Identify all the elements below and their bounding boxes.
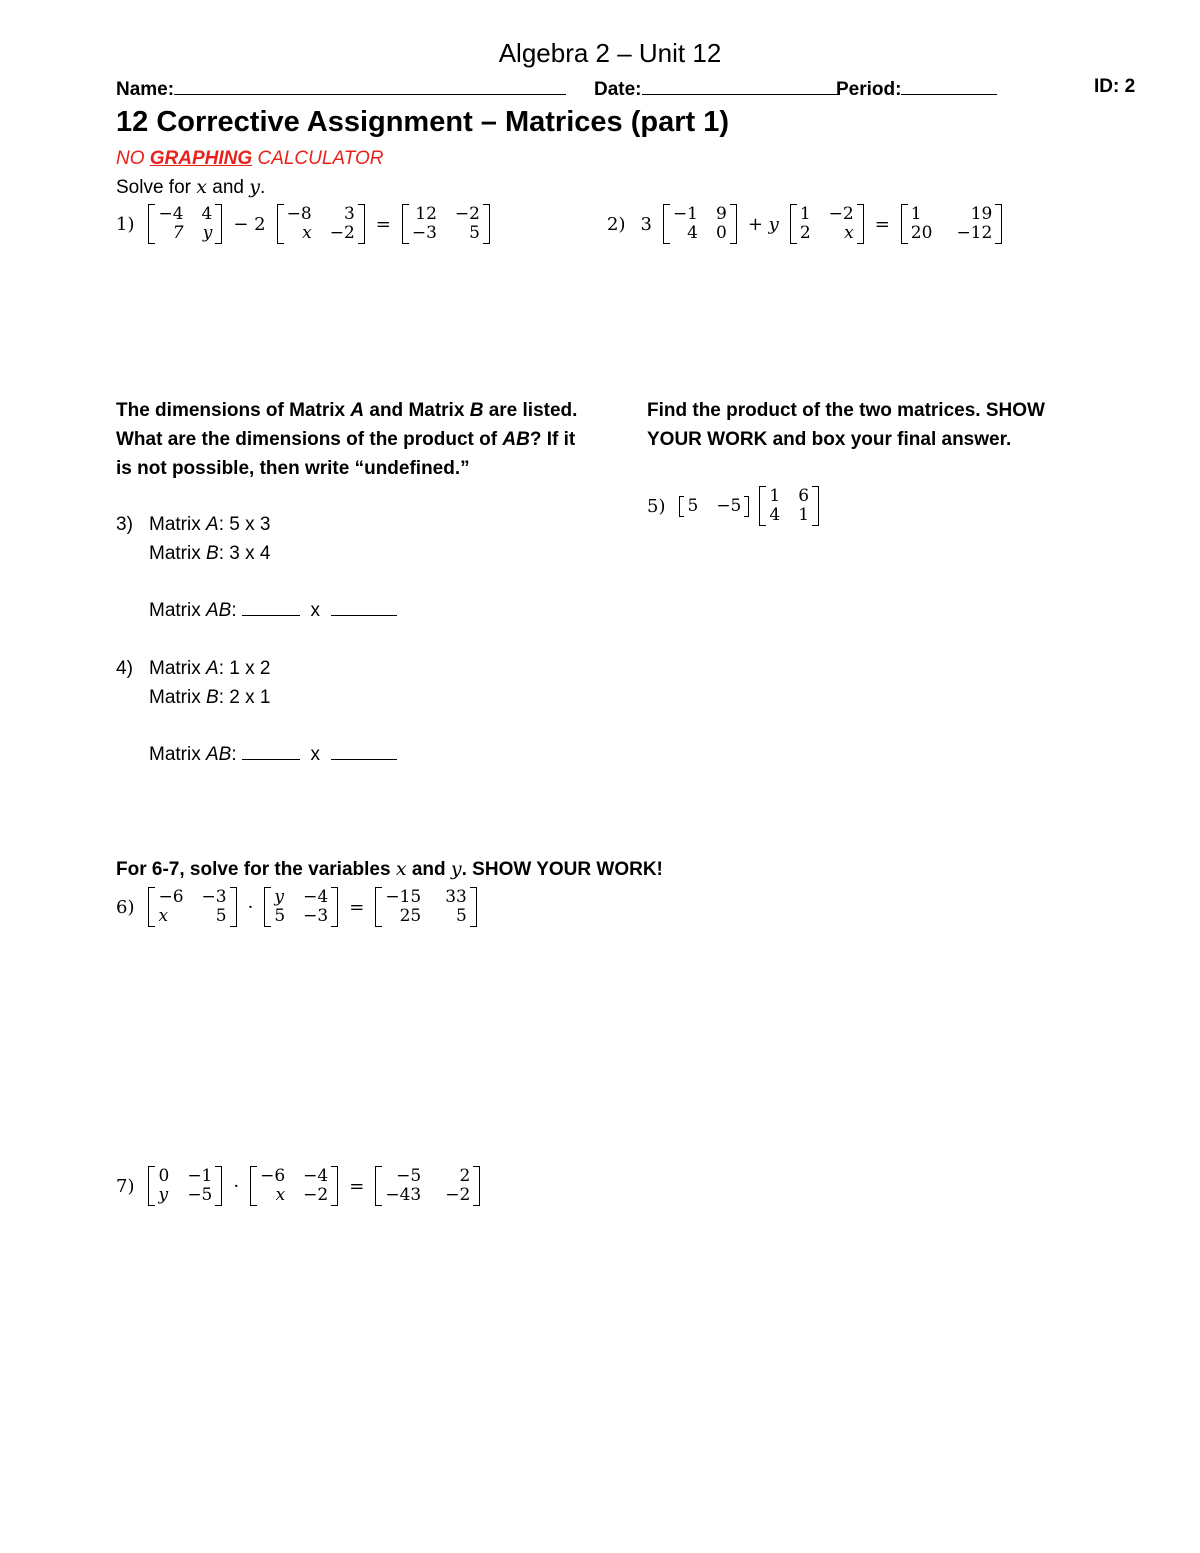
matrix-cell: 1 bbox=[798, 505, 810, 525]
product-instructions bbox=[647, 396, 1107, 454]
matrix bbox=[148, 1166, 222, 1206]
matrix-cell: 2 bbox=[799, 223, 811, 243]
matrix-cell: −15 bbox=[385, 887, 422, 907]
solve-pre: Solve for bbox=[116, 177, 197, 198]
matrix-cell: −2 bbox=[445, 1185, 471, 1205]
matrix-ab-answer bbox=[149, 740, 397, 769]
matrix bbox=[663, 204, 737, 244]
matrix bbox=[148, 204, 222, 244]
matrix-b-dims bbox=[149, 683, 270, 712]
matrix-cell: y bbox=[202, 223, 213, 243]
matrix-cell: 12 bbox=[415, 204, 437, 224]
matrix-cell: x bbox=[158, 906, 169, 926]
matrix-cell: y bbox=[274, 887, 284, 907]
course-title: Algebra 2 – Unit 12 bbox=[498, 38, 722, 68]
coefficient: 3 bbox=[640, 213, 652, 235]
colon: : bbox=[231, 744, 237, 765]
label: Matrix bbox=[149, 658, 206, 679]
label: Matrix bbox=[149, 687, 206, 708]
section-6-7-instructions bbox=[116, 855, 663, 884]
equals: = bbox=[349, 1175, 365, 1197]
matrix bbox=[375, 887, 477, 927]
name-label: Name: bbox=[116, 79, 175, 100]
problem-1 bbox=[116, 204, 492, 244]
matrix-cell: −12 bbox=[956, 223, 993, 243]
matrix-cell: −2 bbox=[329, 223, 355, 243]
matrix-cell: −6 bbox=[260, 1166, 286, 1186]
matrix bbox=[148, 887, 236, 927]
text: . SHOW YOUR WORK! bbox=[461, 859, 663, 880]
value: : 3 x 4 bbox=[218, 543, 271, 564]
matrix-cell: −1 bbox=[672, 204, 698, 224]
matrix bbox=[402, 204, 490, 244]
product-line-1: Find the product of the two matrices. SHOW bbox=[647, 400, 1045, 421]
matrix-cell: 25 bbox=[399, 906, 422, 926]
matrix-cell: 5 bbox=[469, 223, 480, 243]
dims-text: and Matrix bbox=[364, 400, 470, 421]
var: A bbox=[206, 658, 219, 679]
matrix-cell: 5 bbox=[215, 906, 227, 926]
matrix-cell: 4 bbox=[769, 505, 781, 525]
matrix-cell: 9 bbox=[716, 204, 727, 224]
var: B bbox=[206, 543, 219, 564]
var: AB bbox=[206, 600, 232, 621]
matrix-cell: −43 bbox=[385, 1185, 422, 1205]
matrix bbox=[901, 204, 1003, 244]
matrix-cell: 4 bbox=[687, 223, 698, 243]
equals: = bbox=[874, 213, 890, 235]
problem-5 bbox=[647, 486, 821, 526]
name-blank[interactable] bbox=[174, 76, 566, 95]
operator: − 2 bbox=[233, 213, 266, 235]
matrix-cell: −2 bbox=[303, 1185, 329, 1205]
matrix-cell: −4 bbox=[303, 1166, 329, 1186]
matrix-ab-answer bbox=[149, 596, 397, 625]
rows-blank[interactable] bbox=[242, 599, 300, 616]
var: B bbox=[206, 687, 219, 708]
matrix-a-dims bbox=[149, 654, 270, 683]
times: x bbox=[310, 600, 320, 621]
assignment-title: 12 Corrective Assignment – Matrices (part 1) bbox=[116, 106, 729, 138]
problem-5-number: 5) bbox=[647, 495, 666, 517]
dimensions-instructions bbox=[116, 396, 636, 483]
var-x: x bbox=[395, 858, 407, 880]
matrix-cell: −6 bbox=[158, 887, 184, 907]
matrix-cell: 4 bbox=[201, 204, 213, 224]
dims-text: What are the dimensions of the product of bbox=[116, 429, 503, 450]
matrix-cell: 20 bbox=[910, 223, 933, 243]
matrix bbox=[790, 204, 864, 244]
matrix-cell: −3 bbox=[411, 223, 437, 243]
problem-4-number: 4) bbox=[116, 658, 133, 679]
dims-line-3: is not possible, then write “undefined.” bbox=[116, 458, 470, 479]
name-field[interactable] bbox=[116, 76, 566, 101]
problem-2-number: 2) bbox=[607, 213, 626, 235]
label: Matrix bbox=[149, 744, 206, 765]
matrix-cell: −2 bbox=[454, 204, 480, 224]
value: : 1 x 2 bbox=[218, 658, 271, 679]
dims-var-a: A bbox=[350, 400, 365, 421]
equals: = bbox=[349, 896, 365, 918]
label: Matrix bbox=[149, 543, 206, 564]
matrix-cell: y bbox=[158, 1185, 169, 1205]
matrix-cell: 5 bbox=[456, 906, 467, 926]
problem-6 bbox=[116, 887, 479, 927]
dot-operator: · bbox=[247, 896, 254, 918]
dims-line-2 bbox=[116, 425, 636, 454]
warning-suffix: CALCULATOR bbox=[252, 148, 384, 169]
value: : 5 x 3 bbox=[218, 514, 271, 535]
matrix-cell: −4 bbox=[303, 887, 329, 907]
warning-prefix: NO bbox=[116, 148, 150, 169]
matrix-cell: 3 bbox=[343, 204, 355, 224]
matrix-b-dims bbox=[149, 539, 270, 568]
matrix-cell: 6 bbox=[798, 486, 810, 506]
matrix-cell: −5 bbox=[187, 1185, 213, 1205]
matrix-cell: 1 bbox=[799, 204, 811, 224]
matrix-cell: 7 bbox=[172, 223, 184, 243]
dims-var-ab: AB bbox=[502, 429, 530, 450]
matrix-cell: −5 bbox=[716, 495, 742, 516]
period-field[interactable] bbox=[836, 76, 997, 101]
period-label: Period: bbox=[836, 79, 902, 100]
equals: = bbox=[375, 213, 391, 235]
solve-end: . bbox=[259, 177, 266, 198]
matrix bbox=[277, 204, 365, 244]
calculator-warning bbox=[116, 148, 383, 170]
problem-7 bbox=[116, 1166, 482, 1206]
dims-var-b: B bbox=[469, 400, 484, 421]
cols-blank[interactable] bbox=[331, 599, 397, 616]
row-matrix bbox=[679, 496, 749, 517]
matrix bbox=[264, 887, 338, 927]
date-field[interactable] bbox=[594, 76, 840, 101]
matrix-cell: x bbox=[275, 1185, 286, 1205]
period-blank[interactable] bbox=[901, 76, 997, 95]
matrix bbox=[759, 486, 819, 526]
solve-mid: and bbox=[206, 177, 250, 198]
matrix-cell: 19 bbox=[970, 204, 993, 224]
problem-2 bbox=[607, 204, 1004, 244]
matrix-cell: −3 bbox=[201, 887, 227, 907]
operator: + y bbox=[747, 213, 779, 235]
label: Matrix bbox=[149, 514, 206, 535]
id-label: ID: 2 bbox=[1094, 76, 1136, 97]
matrix-cell: 0 bbox=[158, 1166, 170, 1186]
solve-instruction bbox=[116, 176, 265, 199]
matrix bbox=[250, 1166, 338, 1206]
date-label: Date: bbox=[594, 79, 642, 100]
times: x bbox=[310, 744, 320, 765]
rows-blank[interactable] bbox=[242, 743, 300, 760]
matrix-cell: −8 bbox=[286, 204, 312, 224]
var-y: y bbox=[450, 858, 462, 880]
warning-emphasis: GRAPHING bbox=[149, 148, 253, 169]
problem-6-number: 6) bbox=[116, 896, 135, 918]
value: : 2 x 1 bbox=[218, 687, 271, 708]
matrix-cell: 1 bbox=[910, 204, 922, 224]
matrix-cell: −4 bbox=[158, 204, 184, 224]
matrix-cell: 5 bbox=[687, 495, 699, 516]
var: A bbox=[206, 514, 219, 535]
matrix-cell: x bbox=[302, 223, 312, 243]
matrix-cell: −5 bbox=[396, 1166, 422, 1186]
dims-text: are listed. bbox=[483, 400, 578, 421]
matrix-cell: x bbox=[844, 223, 854, 243]
dims-text: ? If it bbox=[529, 429, 576, 450]
text: and bbox=[406, 859, 451, 880]
dot-operator: · bbox=[233, 1175, 240, 1197]
cols-blank[interactable] bbox=[331, 743, 397, 760]
matrix-cell: 2 bbox=[459, 1166, 471, 1186]
matrix-cell: −1 bbox=[187, 1166, 213, 1186]
text: For 6-7, solve for the variables bbox=[116, 859, 396, 880]
matrix-cell: 5 bbox=[274, 906, 286, 926]
problem-7-number: 7) bbox=[116, 1175, 135, 1197]
dims-line-1 bbox=[116, 396, 636, 425]
matrix-a-dims bbox=[149, 510, 270, 539]
date-blank[interactable] bbox=[642, 76, 840, 95]
product-line-2: YOUR WORK and box your final answer. bbox=[647, 429, 1012, 450]
problem-1-number: 1) bbox=[116, 213, 135, 235]
matrix bbox=[375, 1166, 480, 1206]
solve-x: x bbox=[196, 176, 207, 198]
var: AB bbox=[206, 744, 232, 765]
matrix-cell: −3 bbox=[303, 906, 329, 926]
matrix-cell: 0 bbox=[716, 223, 727, 243]
problem-3-number: 3) bbox=[116, 514, 133, 535]
label: Matrix bbox=[149, 600, 206, 621]
dims-text: The dimensions of Matrix bbox=[116, 400, 351, 421]
matrix-cell: 1 bbox=[769, 486, 781, 506]
solve-y: y bbox=[249, 176, 260, 198]
matrix-cell: −2 bbox=[828, 204, 854, 224]
colon: : bbox=[231, 600, 237, 621]
matrix-cell: 33 bbox=[445, 887, 467, 907]
